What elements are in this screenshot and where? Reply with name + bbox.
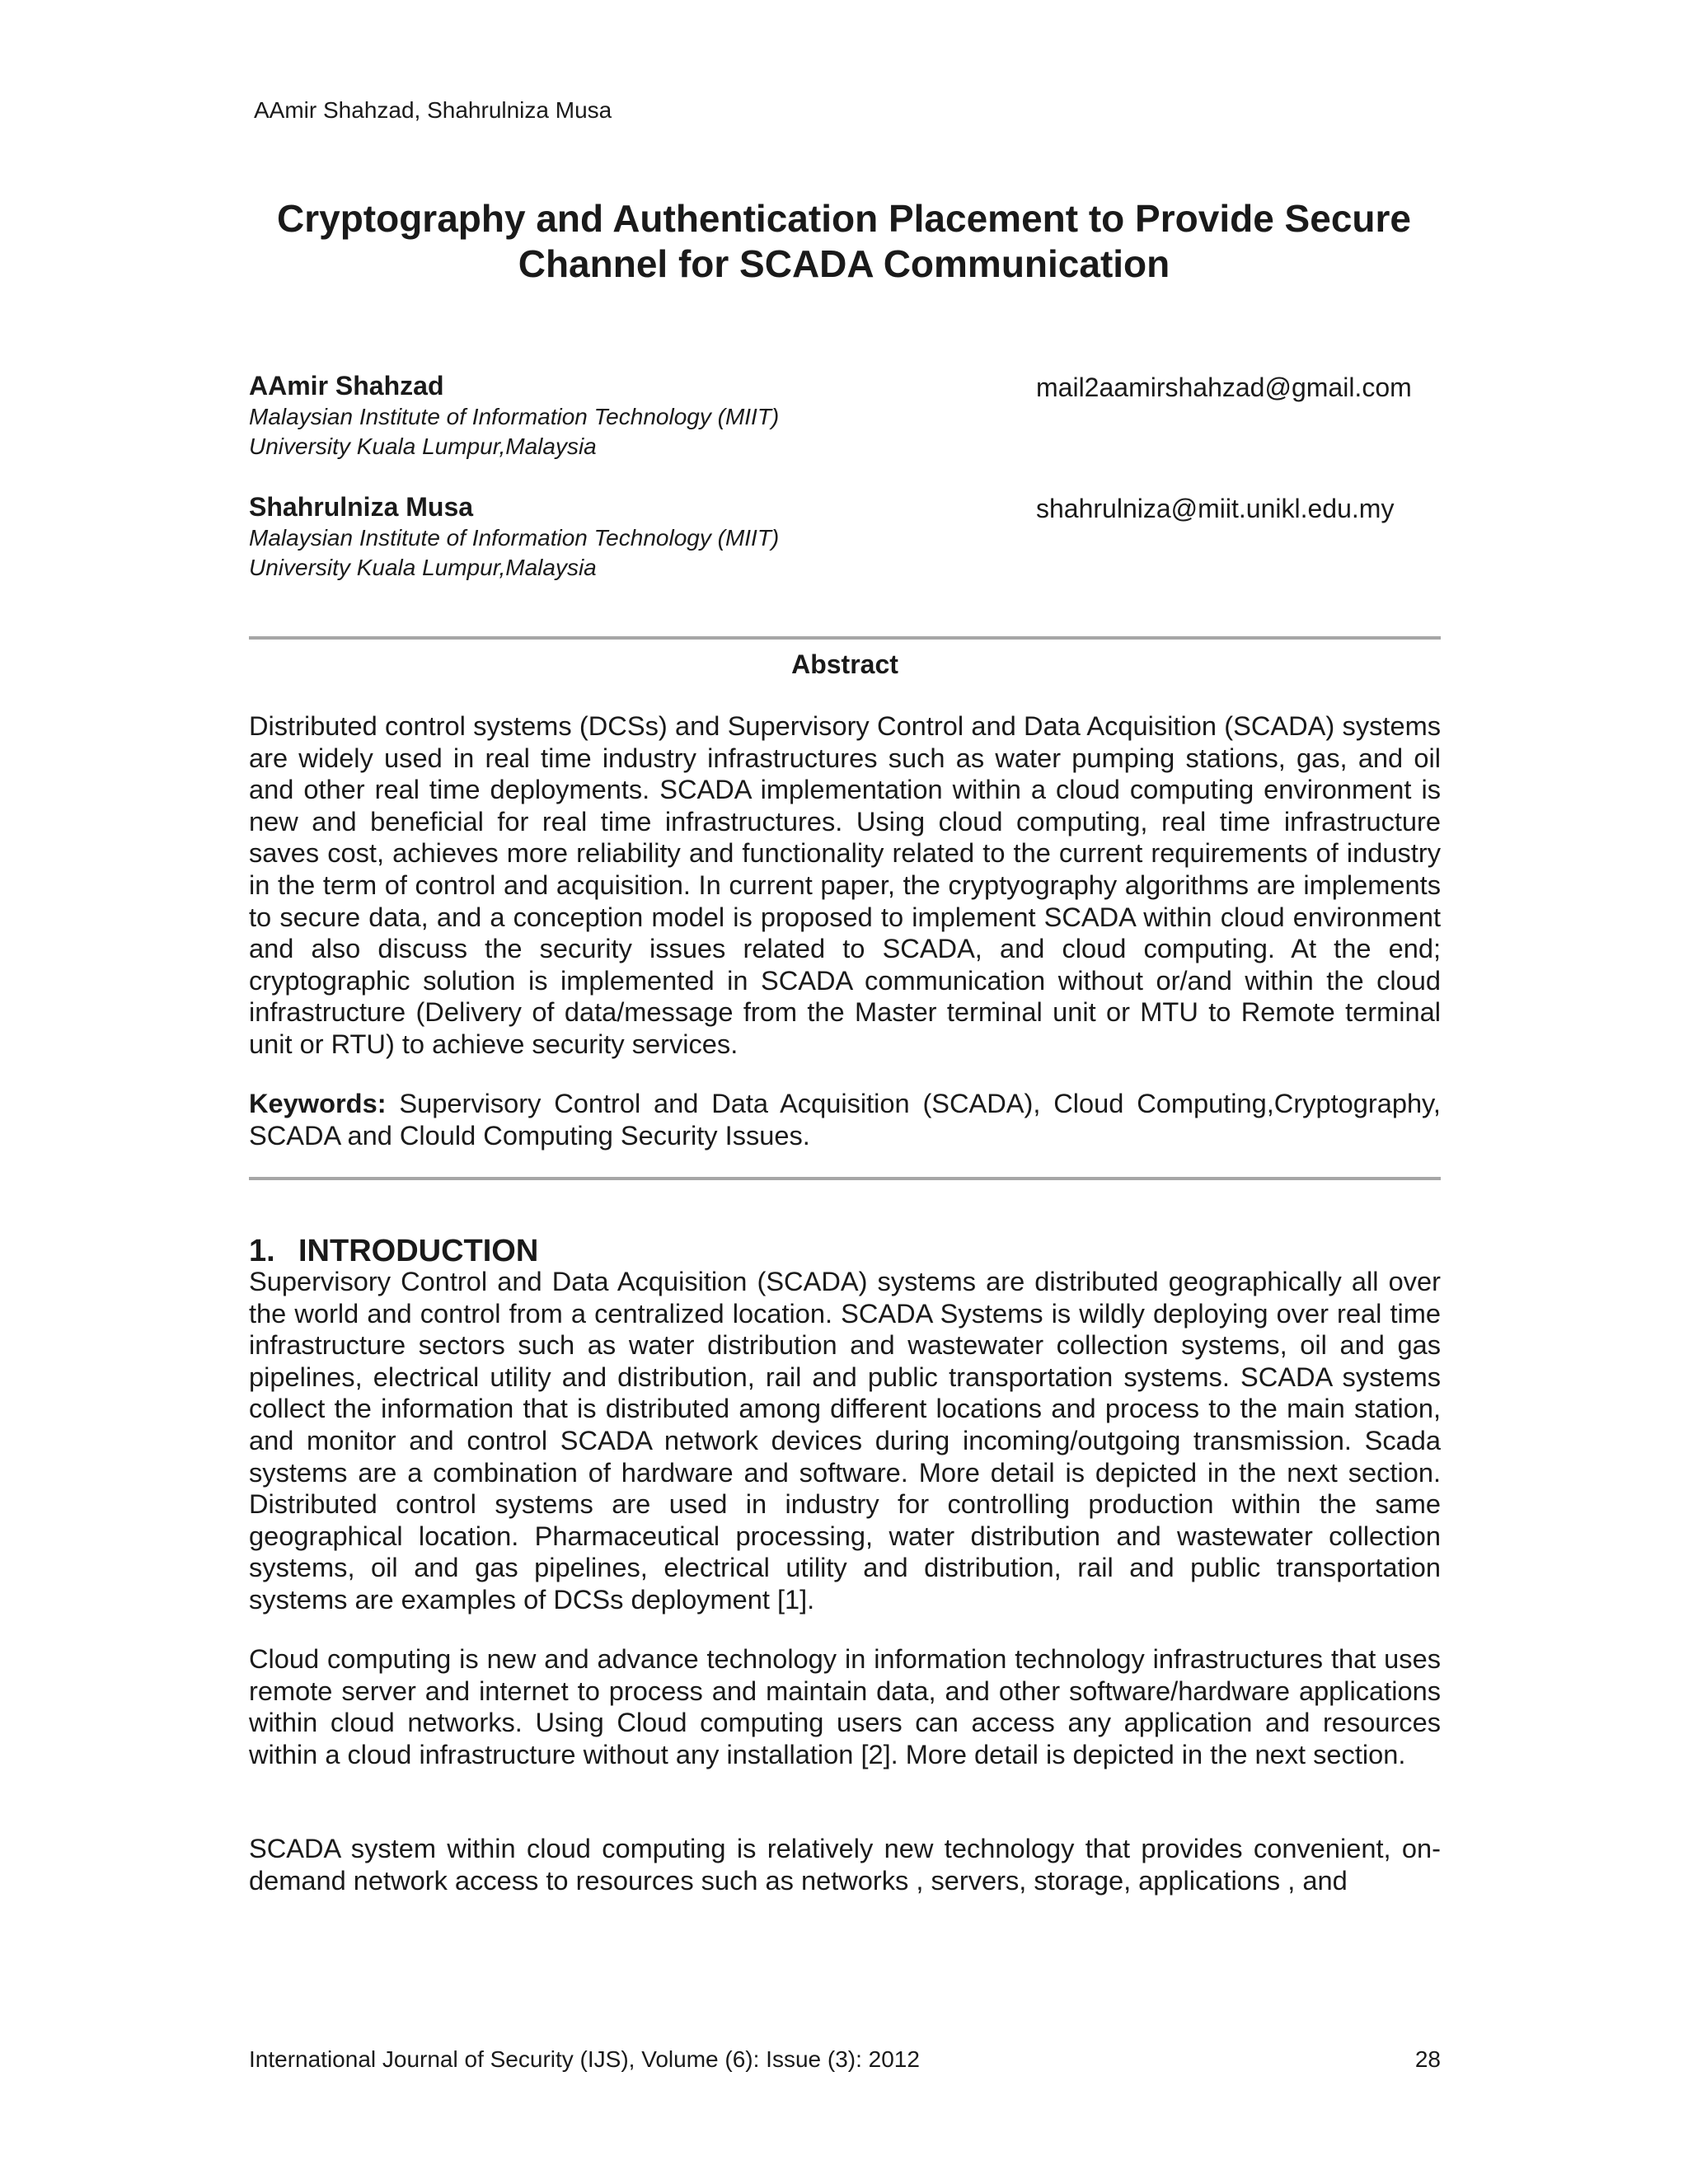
section-number: 1.: [249, 1234, 275, 1268]
paper-title-line-1: Cryptography and Authentication Placement to Provide Secure: [276, 197, 1411, 240]
running-head: AAmir Shahzad, Shahrulniza Musa: [254, 97, 612, 123]
author-block-2: [249, 490, 779, 583]
keywords-text: Supervisory Control and Data Acquisition (SCADA), Cloud Computing,Cryptography, SCADA and Clould Computing Security Issues.: [249, 1088, 1441, 1151]
author-name: AAmir Shahzad: [249, 371, 444, 401]
abstract-heading: Abstract: [791, 649, 898, 679]
introduction-paragraph-3: [249, 1833, 1441, 1896]
keywords: [249, 1088, 1441, 1151]
bottom-divider: [249, 1177, 1441, 1180]
author-affiliation-institute: Malaysian Institute of Information Technology (MIIT): [249, 404, 780, 429]
page-number: 28: [1414, 2046, 1441, 2072]
section-heading-introduction: [249, 1234, 538, 1269]
author-block-1: [249, 369, 779, 462]
paragraph-line: SCADA system within cloud computing is relatively new technology that provides convenient, on-: [249, 1833, 1441, 1863]
footer-journal-info: International Journal of Security (IJS), Volume (6): Issue (3): 2012: [249, 2046, 920, 2072]
paragraph-line: demand network access to resources such as networks , servers, storage, applications , and: [249, 1864, 1348, 1896]
introduction-paragraph-1: Supervisory Control and Data Acquisition (SCADA) systems are distributed geographically all over the world and control from a centralized location. SCADA Systems is wildly deploying over real time infrastructure sectors such as water distribution and wastewater collection systems, oil and gas pipelines, electrical utility and distribution, rail and public transportation systems. SCADA systems collect the information that is distributed among different locations and process to the main station, and monitor and control SCADA network devices during incoming/outgoing transmission. Scada systems are a combination of hardware and software. More detail is depicted in the next section. Distributed control systems are used in industry for controlling production within the same geographical location. Pharmaceutical processing, water distribution and wastewater collection systems, oil and gas pipelines, electrical utility and distribution, rail and public transportation systems are examples of DCSs deployment [1].: [249, 1266, 1441, 1615]
paper-title-line-2: Channel for SCADA Communication: [518, 242, 1170, 285]
abstract-body: Distributed control systems (DCSs) and Supervisory Control and Data Acquisition (SCADA) systems are widely used in real time industry infrastructures such as water pumping stations, gas, and oil and other real time deployments. SCADA implementation within a cloud computing environment is new and beneficial for real time infrastructures. Using cloud computing, real time infrastructure saves cost, achieves more reliability and functionality related to the current requirements of industry in the term of control and acquisition. In current paper, the cryptyography algorithms are implements to secure data, and a conception model is proposed to implement SCADA within cloud environment and also discuss the security issues related to SCADA, and cloud computing. At the end; cryptographic solution is implemented in SCADA communication without or/and within the cloud infrastructure (Delivery of data/message from the Master terminal unit or MTU to Remote terminal unit or RTU) to achieve security services.: [249, 710, 1441, 1059]
section-title: INTRODUCTION: [298, 1234, 539, 1268]
author-affiliation-university: University Kuala Lumpur,Malaysia: [249, 434, 597, 459]
author-email-2: shahrulniza@miit.unikl.edu.my: [1036, 494, 1395, 523]
top-divider: [249, 636, 1441, 640]
author-email-1: mail2aamirshahzad@gmail.com: [1036, 373, 1412, 402]
author-affiliation-university: University Kuala Lumpur,Malaysia: [249, 555, 597, 580]
keywords-label: Keywords:: [249, 1088, 387, 1118]
introduction-paragraph-2: Cloud computing is new and advance technology in information technology infrastructures that uses remote server and internet to process and maintain data, and other software/hardware applications within cloud networks. Using Cloud computing users can access any application and resources within a cloud infrastructure without any installation [2]. More detail is depicted in the next section.: [249, 1643, 1441, 1769]
author-name: Shahrulniza Musa: [249, 492, 474, 522]
author-affiliation-institute: Malaysian Institute of Information Technology (MIIT): [249, 525, 780, 551]
paper-title: [247, 196, 1441, 287]
